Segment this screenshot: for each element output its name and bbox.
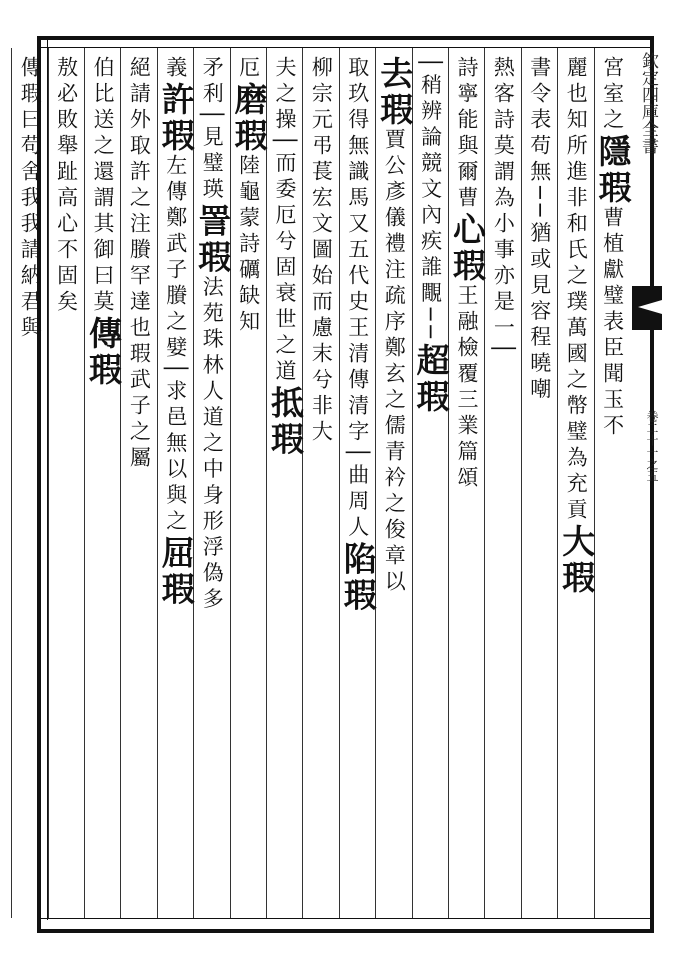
- entry-text: 厄: [236, 56, 261, 82]
- column-text: [157, 56, 195, 608]
- entry-heading: 傳瑕: [84, 316, 123, 388]
- entry-text: 取玖得無識馬又五代史王清傳清字│曲周人: [345, 56, 370, 542]
- entry-text: 競文內疾誰覸──: [418, 151, 443, 343]
- entry-text: 賈公彥儀禮注疏序鄭玄之儒青衿之俊章以: [382, 128, 407, 596]
- text-column: [412, 50, 450, 916]
- entry-text: 法苑珠林人道之中身形浮偽多: [200, 275, 225, 614]
- entry-heading: 大瑕: [557, 524, 597, 596]
- entry-heading: 隱瑕: [593, 134, 633, 206]
- entry-heading: 超瑕: [411, 342, 451, 415]
- column-text: [375, 56, 413, 596]
- column-text: [120, 56, 158, 472]
- book-title: 欽定四庫全書: [638, 52, 658, 154]
- fishtail-mark: [632, 286, 662, 330]
- entry-text: 義: [163, 56, 188, 82]
- text-column: [375, 50, 413, 916]
- column-text: [230, 56, 268, 336]
- text-column: [557, 50, 595, 916]
- column-text: [193, 56, 231, 614]
- entry-text: 傳瑕曰苟舍我我請納君與: [18, 56, 43, 342]
- entry-heading: 詈瑕: [193, 203, 233, 276]
- column-text: [594, 56, 632, 440]
- column-text: [84, 56, 122, 388]
- column-text: [412, 56, 450, 415]
- entry-text: 宮室之: [600, 56, 625, 134]
- entry-text: 曹植獻璧表臣聞玉不: [600, 206, 625, 440]
- entry-text: │稍辨論: [418, 56, 443, 152]
- text-column: [484, 50, 522, 916]
- column-text: [266, 56, 304, 458]
- text-column: [339, 50, 377, 916]
- entry-heading: 磨瑕: [229, 82, 269, 154]
- entry-text: 王融檢覆三業篇頌: [455, 284, 479, 492]
- inner-border-top: [41, 47, 654, 48]
- text-column: [230, 50, 268, 916]
- entry-text: 敖必敗舉趾高心不固矣: [54, 56, 79, 316]
- column-text: [339, 56, 377, 614]
- entry-heading: 抵瑕: [266, 385, 305, 458]
- column-text: [48, 56, 86, 316]
- entry-heading: 許瑕: [156, 82, 196, 154]
- text-column: [120, 50, 158, 916]
- text-column: [594, 50, 632, 916]
- column-text: [11, 56, 49, 342]
- entry-text: 伯比送之還謂其御曰莫: [91, 56, 115, 316]
- entry-text: 詩寧能與爾曹: [455, 56, 479, 212]
- entry-heading: 去瑕: [375, 56, 415, 128]
- column-text: [484, 56, 522, 360]
- inner-border-bottom: [41, 918, 654, 919]
- entry-text: 陸龜蒙詩礪缺知: [236, 154, 261, 336]
- column-text: [521, 56, 559, 403]
- entry-text: 夫之操│而委厄兮固衰世之道: [273, 56, 297, 386]
- column-text: [448, 56, 486, 492]
- text-column: [302, 50, 340, 916]
- entry-heading: 陷瑕: [338, 541, 378, 614]
- text-column: [448, 50, 486, 916]
- entry-text: 麗也: [564, 56, 589, 108]
- entry-text: 知所進非和氏之璞萬國之幣璧為充貢: [564, 108, 589, 524]
- entry-text: 絕: [127, 56, 152, 82]
- text-column: [266, 50, 304, 916]
- entry-text: 左傳鄭武子賸之嬖│求邑無以與之: [163, 154, 188, 536]
- entry-text: 書令表苟無──猶或見容程曉嘲: [527, 56, 552, 404]
- text-column: [48, 50, 86, 916]
- text-column: [193, 50, 231, 916]
- entry-heading: 心瑕: [448, 212, 487, 284]
- entry-heading: 屈瑕: [156, 535, 196, 608]
- entry-text: 請外取許之注賸罕達也瑕武子之屬: [127, 82, 152, 472]
- juan-number: 卷二十一之五: [645, 410, 659, 482]
- text-column: [11, 50, 49, 916]
- text-column: [84, 50, 122, 916]
- entry-text: 矛利│見璧瑛: [200, 56, 225, 204]
- text-column: [521, 50, 559, 916]
- column-text: [302, 56, 340, 446]
- text-column: [157, 50, 195, 916]
- column-text: [557, 56, 595, 596]
- entry-text: 柳宗元弔萇宏文圖始而慮末兮非大: [309, 56, 334, 446]
- entry-text: 熱客詩莫謂為小事亦是一│: [491, 56, 516, 360]
